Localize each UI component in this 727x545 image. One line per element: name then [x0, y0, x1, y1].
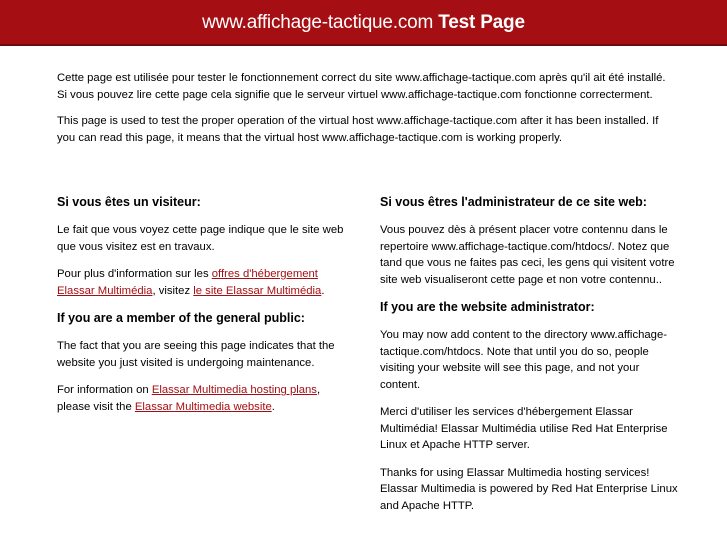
header-host: www.affichage-tactique.com: [202, 12, 434, 33]
visitor-info-paragraph: [57, 266, 347, 299]
intro-section: [57, 70, 667, 156]
elassar-website-link-en[interactable]: Elassar Multimedia website: [134, 400, 272, 413]
admin-en-heading: If you are the website administrator:: [380, 300, 595, 314]
admin-en-paragraph: You may now add content to the directory www.affichage-tactique.com/htdocs. Note that until you do so, people visiting your website will see this page, and not your content.: [380, 329, 667, 391]
intro-english: This page is used to test the proper operation of the virtual host www.affichage-tactique.com after it has been installed. If you can read this page, it means that the virtual host www.affichage-tactique.com is working properly.: [57, 115, 659, 144]
public-heading: If you are a member of the general public:: [57, 311, 305, 325]
hosting-plans-link-en[interactable]: Elassar Multimedia hosting plans: [151, 384, 317, 396]
thanks-en-paragraph: Thanks for using Elassar Multimedia hosting services! Elassar Multimedia is powered by Red Hat Enterprise Linux and Apache HTTP.: [380, 466, 678, 512]
visitor-info-text-post: .: [321, 284, 325, 297]
page-header: [0, 0, 727, 46]
public-info-text-pre: For information on: [57, 384, 152, 396]
right-column: [380, 194, 680, 525]
thanks-fr-paragraph: Merci d'utiliser les services d'hébergement Elassar Multimédia! Elassar Multimédia utilise Red Hat Enterprise Linux et Apache HTTP server.: [380, 406, 668, 451]
public-info-paragraph: [57, 382, 347, 415]
intro-french: Cette page est utilisée pour tester le fonctionnement correct du site www.affichage-tactique.com après qu'il ait été installé. Si vous pouvez lire cette page cela signifie que le serveur virtuel www.affichage-tactique.com fonctionne correcterment.: [57, 72, 666, 101]
left-column: [57, 194, 347, 426]
admin-fr-heading: Si vous êtres l'administrateur de ce site web:: [380, 195, 647, 209]
visitor-info-text-pre: Pour plus d'information sur les: [57, 268, 212, 280]
elassar-site-link-fr[interactable]: le site Elassar Multimédia: [193, 284, 322, 297]
visitor-heading: Si vous êtes un visiteur:: [57, 195, 201, 209]
admin-fr-paragraph: Vous pouvez dès à présent placer votre contennu dans le repertoire www.affichage-tactique.com/htdocs/. Notez que tand que vous ne faites pas ceci, les gens qui visitent votre site web visualiseront cette page et non votre contennu..: [380, 224, 675, 286]
visitor-paragraph: Le fait que vous voyez cette page indique que le site web que vous visitez est en travaux.: [57, 224, 344, 253]
header-title: Test Page: [438, 12, 525, 33]
public-paragraph: The fact that you are seeing this page indicates that the website you just visited is undergoing maintenance.: [57, 340, 335, 369]
visitor-info-text-mid: , visitez: [152, 284, 194, 297]
hosting-offers-link-fr[interactable]: offres d'hébergement Elassar Multimédia: [57, 268, 318, 297]
public-info-text-mid: , please visit the: [57, 384, 321, 413]
public-info-text-post: .: [271, 400, 275, 413]
